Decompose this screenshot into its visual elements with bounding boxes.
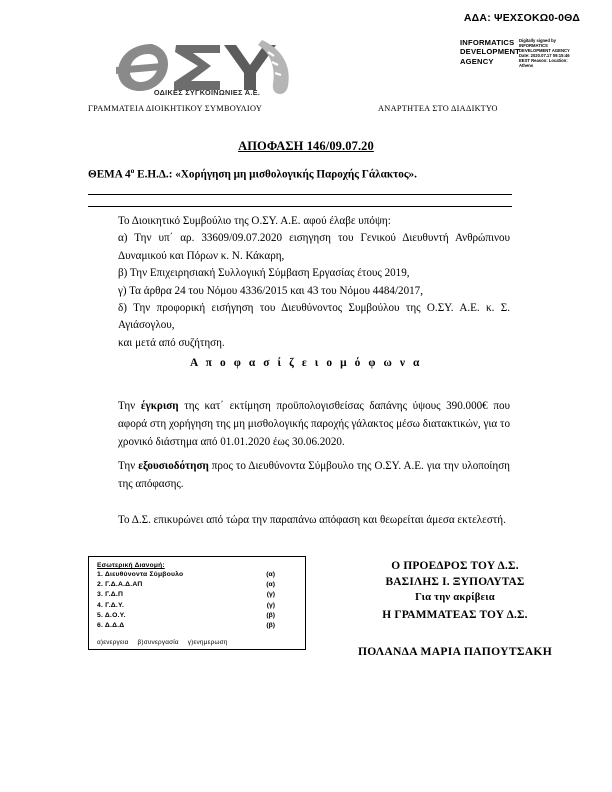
distribution-row [97,580,297,590]
distribution-code: (γ) [266,591,275,599]
decision-paragraph-3 [118,512,510,530]
preamble-item-d: δ) Την προφορική εισήγηση του Διευθύνοντος Συμβούλου της Ο.ΣΥ. Α.Ε. κ. Σ. Αγιάσογλου, [118,302,510,332]
signature-details: Digitally signed by INFORMATICS DEVELOPMENT AGENCY Date: 2020.07.17 09:15:46 EEST Reason: Location: Athens [519,38,570,69]
internal-distribution-box [88,556,306,650]
legend-item-b: β)συνεργασία [137,639,179,647]
decides-heading: Α π ο φ α σ ί ζ ε ι ο μ ό φ ω ν α [190,357,422,369]
divider-bottom [88,206,512,207]
preamble-item-b: β) Την Επιχειρησιακή Συλλογική Σύμβαση Εργασίας έτους 2019, [118,267,410,280]
distribution-row [97,570,297,580]
distribution-row [97,601,297,611]
distribution-label: 3. Γ.Δ.Π [97,591,124,599]
preamble-block [118,213,510,352]
distribution-row [97,611,297,621]
subject-prefix: ΘΕΜΑ 4 [88,168,131,181]
preamble-item-a: α) Την υπ΄ αρ. 33609/09.07.2020 εισηγηση του Γενικού Διευθυντή Ανθρώπινου Δυναμικού και Πόρων κ. Ν. Κάκαρη, [118,232,510,262]
subject-line [88,166,528,181]
signature-block [310,558,600,623]
header-publication-note: ΑΝΑΡΤΗΤΕΑ ΣΤΟ ΔΙΑΔΙΚΤΥΟ [378,104,498,113]
subject-rest: Ε.Η.Δ.: «Χορήγηση μη μισθολογικής Παροχής Γάλακτος». [134,168,417,181]
para1-rest: της κατ΄ εκτίμηση προϋπολογισθείσας δαπάνης ύψους 390.000€ που αφορά στη χορήγηση της μη μισθολογικής παροχής γάλακτος μέσω διατακτικών, για το χρονικό διάστημα από 01.01.2020 έως 30.06.2020. [118,400,510,448]
distribution-row [97,590,297,600]
distribution-legend [97,639,297,646]
logo-subtitle: ΟΔΙΚΕΣ ΣΥΓΚΟΙΝΩΝΙΕΣ Α.Ε. [153,88,261,97]
legend-item-a: α)ενεργεια [97,639,129,647]
preamble-intro: Το Διοικητικό Συμβούλιο της Ο.ΣΥ. Α.Ε. αφού έλαβε υπόψη: [118,215,391,227]
decision-paragraph-2 [118,458,510,494]
distribution-code: (α) [266,571,275,578]
para2-lead: Την [118,460,139,472]
distribution-code: (β) [266,622,275,630]
preamble-item-c: γ) Τα άρθρα 24 του Νόμου 4336/2015 και 43 του Νόμου 4484/2017, [118,284,423,297]
subject-ordinal: ο [130,166,135,175]
distribution-label: 5. Δ.Ο.Υ. [97,611,126,619]
para2-keyword: εξουσιοδότηση [138,460,209,472]
osy-logo-graphic [112,34,302,96]
decision-title: ΑΠΟΦΑΣΗ 146/09.07.20 [238,139,374,153]
legend-item-c: γ)ενημερωση [187,639,228,647]
signature-agency: INFORMATICS DEVELOPMENT AGENCY [460,38,521,66]
divider-top [88,194,512,195]
distribution-label: 4. Γ.Δ.Υ. [97,601,125,609]
president-role: Ο ΠΡΟΕΔΡΟΣ ΤΟΥ Δ.Σ. [391,560,519,572]
distribution-code: (γ) [266,601,275,609]
distribution-row [97,621,297,631]
para1-lead: Την [118,400,141,412]
distribution-code: (β) [266,611,275,619]
distribution-code: (α) [266,581,275,589]
distribution-label: 2. Γ.Δ.Α.Δ.ΑΠ [97,581,143,589]
distribution-title: Εσωτερική Διανομή: [97,562,165,569]
secretary-role: Η ΓΡΑΜΜΑΤΕΑΣ ΤΟΥ Δ.Σ. [382,608,528,621]
president-name: ΒΑΣΙΛΗΣ Ι. ΞΥΠΟΛΥΤΑΣ [385,576,525,589]
distribution-label: 6. Δ.Δ.Δ [97,622,125,630]
distribution-label: 1. Διευθύνοντα Σύμβουλο [97,571,184,578]
header-department: ΓΡΑΜΜΑΤΕΙΑ ΔΙΟΙΚΗΤΙΚΟΥ ΣΥΜΒΟΥΛΙΟΥ [88,104,263,113]
para2-rest: προς το Διευθύνοντα Σύμβουλο της Ο.ΣΥ. Α.Ε. για την υλοποίηση της απόφασης. [118,460,510,490]
digital-signature-stamp [460,38,580,78]
para1-keyword: έγκριση [140,400,179,412]
para3-rest: Το Δ.Σ. επικυρώνει από τώρα την παραπάνω απόφαση και θεωρείται άμεσα εκτελεστή. [118,514,506,526]
decision-paragraph-1 [118,398,510,451]
secretary-name: ΠΟΛΑΝΔΑ ΜΑΡΙΑ ΠΑΠΟΥΤΣΑΚΗ [357,645,553,658]
preamble-closing: και μετά από συζήτηση. [118,336,225,349]
ada-number: ΑΔΑ: ΨΕΧΣΟΚΩ0-0ΘΔ [463,12,580,24]
certification-note: Για την ακρίβεια [415,592,495,604]
